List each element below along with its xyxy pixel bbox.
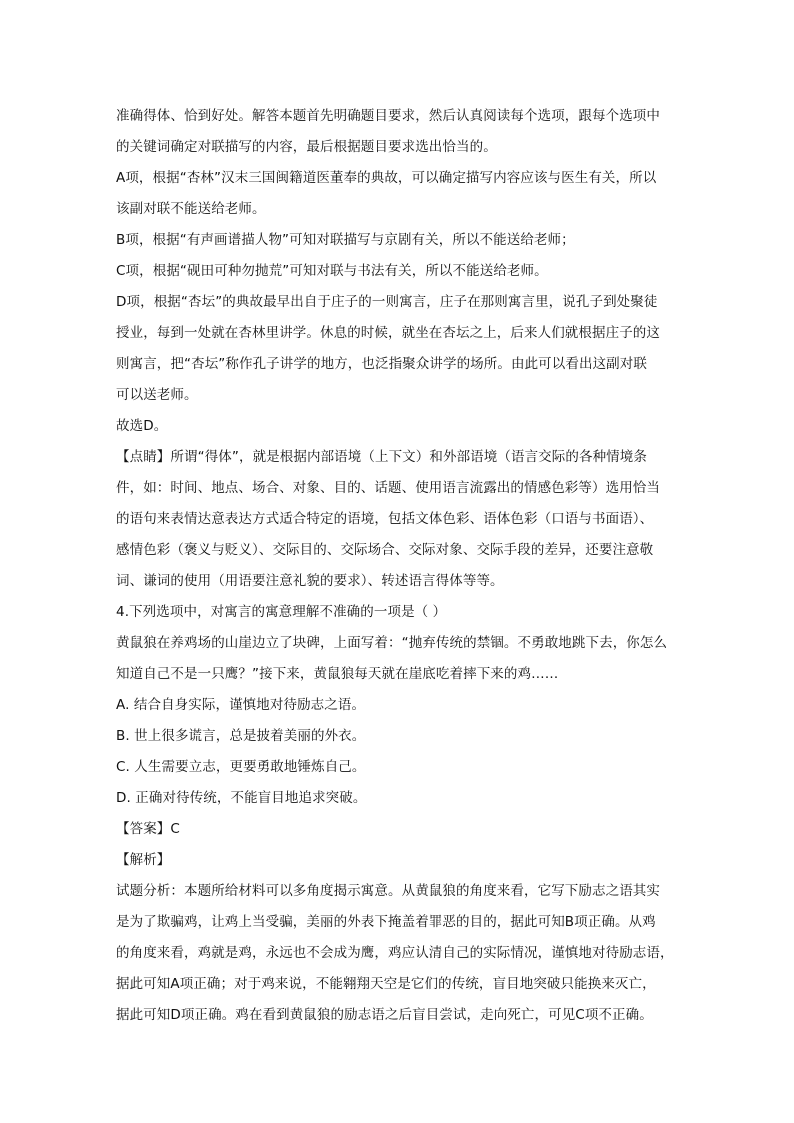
fable-text: 黄鼠狼在养鸡场的山崖边立了块碑，上面写着：“抛弃传统的禁锢。不勇敢地跳下去，你怎么 — [116, 635, 668, 651]
option-a-analysis: A项，根据“杏林”汉末三国闽籍道医董奉的典故，可以确定描写内容应该与医生有关，所以 — [116, 170, 657, 186]
document-page — [116, 101, 682, 1031]
text-line: 的语句来表情达意表达方式适合特定的语境，包括文体色彩、语体色彩（口语与书面语）、 — [116, 511, 654, 527]
text-line: 词、谦词的使用（用语要注意礼貌的要求）、转述语言得体等等。 — [116, 573, 504, 589]
choice-a: A. 结合自身实际，谨慎地对待励志之语。 — [116, 697, 366, 713]
analysis-heading: 【解析】 — [116, 852, 171, 868]
text-line: 感情色彩（褒义与贬义）、交际目的、交际场合、交际对象、交际手段的差异，还要注意敬 — [116, 542, 654, 558]
option-b-analysis: B项，根据“有声画谱描人物”可知对联描写与京剧有关，所以不能送给老师； — [116, 232, 575, 248]
text-line: 则寓言，把“杏坛”称作孔子讲学的地方，也泛指聚众讲学的场所。由此可以看出这副对联 — [116, 356, 647, 372]
analysis-text: 试题分析：本题所给材料可以多角度揭示寓意。从黄鼠狼的角度来看，它写下励志之语其实 — [116, 883, 660, 899]
analysis-text: 是为了欺骗鸡，让鸡上当受骗，美丽的外表下掩盖着罪恶的目的，据此可知B项正确。从鸡 — [116, 914, 656, 930]
fable-text: 知道自己不是一只鹰？”接下来，黄鼠狼每天就在崖底吃着摔下来的鸡…… — [116, 666, 559, 682]
conclusion-line: 故选D。 — [116, 418, 168, 434]
text-line: 可以送老师。 — [116, 387, 198, 403]
text-line: 该副对联不能送给老师。 — [116, 201, 266, 217]
text-line: 的关键词确定对联描写的内容，最后根据题目要求选出恰当的。 — [116, 139, 497, 155]
key-point-line: 【点睛】所谓“得体”，就是根据内部语境（上下文）和外部语境（语言交际的各种情境条 — [116, 449, 647, 465]
option-d-analysis: D项，根据“杏坛”的典故最早出自于庄子的一则寓言，庄子在那则寓言里，说孔子到处聚徒 — [116, 294, 658, 310]
analysis-text: 的角度来看，鸡就是鸡，永远也不会成为鹰，鸡应认清自己的实际情况，谨慎地对待励志语， — [116, 945, 674, 961]
question-4-title: 4.下列选项中，对寓言的寓意理解不准确的一项是（ ） — [116, 604, 447, 620]
choice-c: C. 人生需要立志，更要勇敢地锤炼自己。 — [116, 759, 366, 775]
choice-d: D. 正确对待传统，不能盲目地追求突破。 — [116, 790, 367, 806]
text-line: 授业，每到一处就在杏林里讲学。休息的时候，就坐在杏坛之上，后来人们就根据庄子的这 — [116, 325, 660, 341]
answer-line: 【答案】C — [116, 821, 180, 837]
analysis-text: 据此可知D项正确。鸡在看到黄鼠狼的励志语之后盲目尝试，走向死亡，可见C项不正确。 — [116, 1007, 653, 1023]
text-line: 准确得体、恰到好处。解答本题首先明确题目要求，然后认真阅读每个选项，跟每个选项中 — [116, 108, 660, 124]
option-c-analysis: C项，根据“砚田可种勿抛荒”可知对联与书法有关，所以不能送给老师。 — [116, 263, 548, 279]
choice-b: B. 世上很多谎言，总是披着美丽的外衣。 — [116, 728, 366, 744]
text-line: 件，如：时间、地点、场合、对象、目的、话题、使用语言流露出的情感色彩等）选用恰当 — [116, 480, 660, 496]
analysis-text: 据此可知A项正确；对于鸡来说，不能翱翔天空是它们的传统，盲目地突破只能换来灭亡， — [116, 976, 656, 992]
